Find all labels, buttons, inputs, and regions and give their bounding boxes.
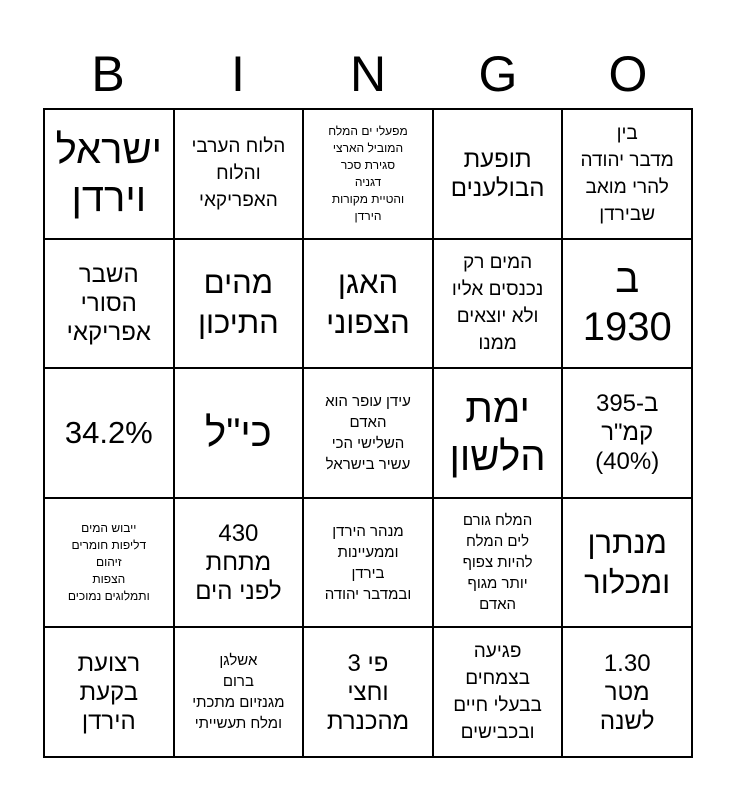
bingo-cell[interactable] [174, 109, 304, 239]
cell-text: 1.30 מטר לשנה [599, 649, 655, 735]
cell-text: ב-395 קמ"ר (40%) [595, 390, 660, 476]
bingo-cell[interactable] [174, 627, 304, 757]
cell-text: רצועת בקעת הירדן [77, 649, 141, 735]
cell-text: עידן עופר הוא האדם השלישי הכי עשיר בישראל [325, 392, 411, 473]
bingo-cell[interactable] [433, 498, 563, 628]
cell-text: 430 מתחת לפני הים [195, 520, 282, 606]
cell-text: מנתרן ומכלור [584, 524, 671, 600]
cell-text: ישראל וירדן [55, 127, 163, 220]
cell-text: מנהר הירדן וממעיינות בירדן ובמדבר יהודה [324, 522, 412, 603]
bingo-cell[interactable] [303, 498, 433, 628]
cell-text: הלוח הערבי והלוח האפריקאי [191, 136, 286, 212]
cell-text: האגן הצפוני [326, 265, 410, 341]
bingo-cell[interactable] [44, 498, 174, 628]
cell-text: ייבוש המים דליפות חומרים זיהום הצפות ותמלוגים נמוכים [67, 521, 150, 604]
bingo-cell[interactable] [303, 368, 433, 498]
bingo-cell[interactable] [433, 239, 563, 369]
cell-text: בין מדבר יהודה להרי מואב שבירדן [580, 122, 674, 225]
bingo-cell[interactable] [562, 498, 692, 628]
bingo-cell[interactable] [303, 627, 433, 757]
header-letter-o: O [608, 46, 648, 102]
header-letter-n: N [349, 46, 387, 102]
bingo-cell[interactable] [174, 498, 304, 628]
bingo-cell[interactable] [562, 627, 692, 757]
bingo-cell[interactable] [44, 109, 174, 239]
bingo-cell[interactable] [562, 368, 692, 498]
cell-text: מפעלי ים המלח המוביל הארצי סגירת סכר דגניה והטיית מקורות הירדן [328, 123, 408, 223]
bingo-cell[interactable] [562, 109, 692, 239]
cell-text: מהים התיכון [197, 265, 279, 341]
bingo-cell[interactable] [562, 239, 692, 369]
bingo-cell[interactable] [433, 368, 563, 498]
bingo-cell[interactable] [174, 368, 304, 498]
header-letter-b: B [91, 46, 125, 102]
cell-text: ב 1930 [582, 257, 672, 350]
header-letter-i: I [231, 46, 245, 102]
cell-text: ימת הלשון [449, 386, 546, 479]
bingo-cell[interactable] [44, 627, 174, 757]
bingo-cell[interactable] [433, 627, 563, 757]
cell-text: פגיעה בצמחים בבעלי חיים ובכבישים [453, 641, 542, 744]
bingo-grid [43, 108, 693, 758]
bingo-cell[interactable] [303, 239, 433, 369]
cell-text: 34.2% [64, 414, 153, 450]
cell-text: השבר הסורי אפריקאי [66, 260, 151, 346]
header-letter-g: G [478, 46, 518, 102]
bingo-cell[interactable] [44, 239, 174, 369]
bingo-cell[interactable] [174, 239, 304, 369]
bingo-cell[interactable] [44, 368, 174, 498]
cell-text: כי"ל [205, 410, 272, 455]
bingo-cell[interactable] [303, 109, 433, 239]
cell-text: תופעת הבולענים [450, 145, 545, 202]
bingo-cell[interactable] [433, 109, 563, 239]
bingo-header [43, 38, 693, 110]
cell-text: המים רק נכנסים אליו ולא יוצאים ממנו [451, 252, 544, 355]
cell-text: פי 3 וחצי מהכנרת [326, 649, 410, 735]
cell-text: אשלגן ברום מגנזיום מתכתי ומלח תעשייתי [192, 652, 285, 733]
cell-text: המלח גורם לים המלח להיות צפוף יותר מגוף האדם [462, 512, 533, 614]
